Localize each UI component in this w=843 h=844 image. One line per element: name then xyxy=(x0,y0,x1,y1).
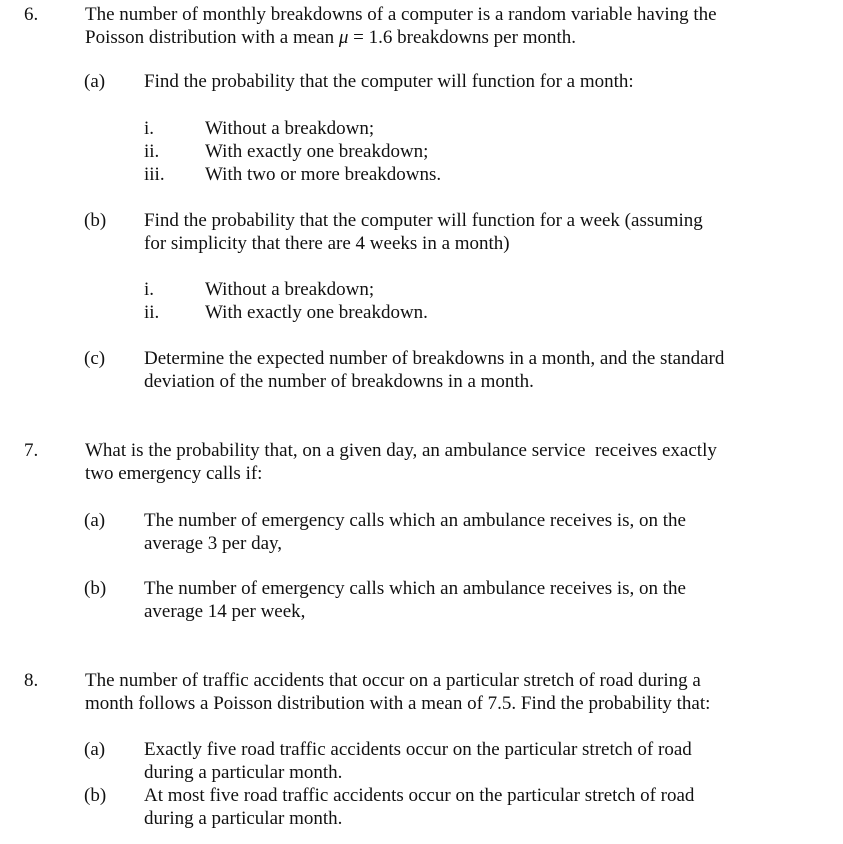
part-label: (b) xyxy=(84,785,107,806)
text-fragment: = 1.6 breakdowns per month. xyxy=(348,27,576,48)
item-text: Without a breakdown; xyxy=(205,279,375,300)
part-line: Exactly five road traffic accidents occur on the particular stretch of road xyxy=(144,739,692,760)
question-line xyxy=(85,26,815,49)
question-number: 8. xyxy=(24,670,39,691)
part-label: (a) xyxy=(84,71,106,92)
part-label: (a) xyxy=(84,739,106,760)
part-line: average 3 per day, xyxy=(144,533,283,554)
item-label: i. xyxy=(144,279,155,300)
part-text xyxy=(144,209,804,255)
question-line: The number of monthly breakdowns of a computer is a random variable having the xyxy=(85,4,717,25)
question-line: The number of traffic accidents that occur on a particular stretch of road during a xyxy=(85,670,701,691)
question-text xyxy=(85,3,815,49)
part-line: The number of emergency calls which an ambulance receives is, on the xyxy=(144,578,686,599)
question-text xyxy=(85,439,815,485)
part-text xyxy=(144,347,804,393)
item-text: With two or more breakdowns. xyxy=(205,164,442,185)
part-line: Determine the expected number of breakdowns in a month, and the standard xyxy=(144,348,725,369)
part-text xyxy=(144,577,804,623)
part-label: (a) xyxy=(84,510,106,531)
part-label: (b) xyxy=(84,578,107,599)
mu-symbol: μ xyxy=(338,27,349,48)
item-label: ii. xyxy=(144,141,160,162)
part-line: The number of emergency calls which an ambulance receives is, on the xyxy=(144,510,686,531)
item-text: Without a breakdown; xyxy=(205,118,375,139)
part-line: during a particular month. xyxy=(144,762,343,783)
item-text: With exactly one breakdown. xyxy=(205,302,428,323)
question-number: 7. xyxy=(24,440,39,461)
part-label: (b) xyxy=(84,210,107,231)
part-line: for simplicity that there are 4 weeks in a month) xyxy=(144,233,510,254)
part-line: average 14 per week, xyxy=(144,601,306,622)
part-label: (c) xyxy=(84,348,106,369)
item-text: With exactly one breakdown; xyxy=(205,141,429,162)
item-label: i. xyxy=(144,118,155,139)
question-line: month follows a Poisson distribution with a mean of 7.5. Find the probability that: xyxy=(85,693,711,714)
item-label: ii. xyxy=(144,302,160,323)
part-line: Find the probability that the computer will function for a month: xyxy=(144,71,634,92)
part-line: Find the probability that the computer will function for a week (assuming xyxy=(144,210,703,231)
part-text xyxy=(144,784,804,830)
text-fragment: Poisson distribution with a mean xyxy=(85,27,339,48)
part-line: during a particular month. xyxy=(144,808,343,829)
part-text xyxy=(144,738,804,784)
part-line: deviation of the number of breakdowns in a month. xyxy=(144,371,534,392)
part-text xyxy=(144,70,804,93)
question-line: two emergency calls if: xyxy=(85,463,263,484)
part-text xyxy=(144,509,804,555)
part-line: At most five road traffic accidents occur on the particular stretch of road xyxy=(144,785,695,806)
question-line: What is the probability that, on a given day, an ambulance service receives exactly xyxy=(85,440,717,461)
question-text xyxy=(85,669,815,715)
question-number: 6. xyxy=(24,4,39,25)
item-label: iii. xyxy=(144,164,165,185)
